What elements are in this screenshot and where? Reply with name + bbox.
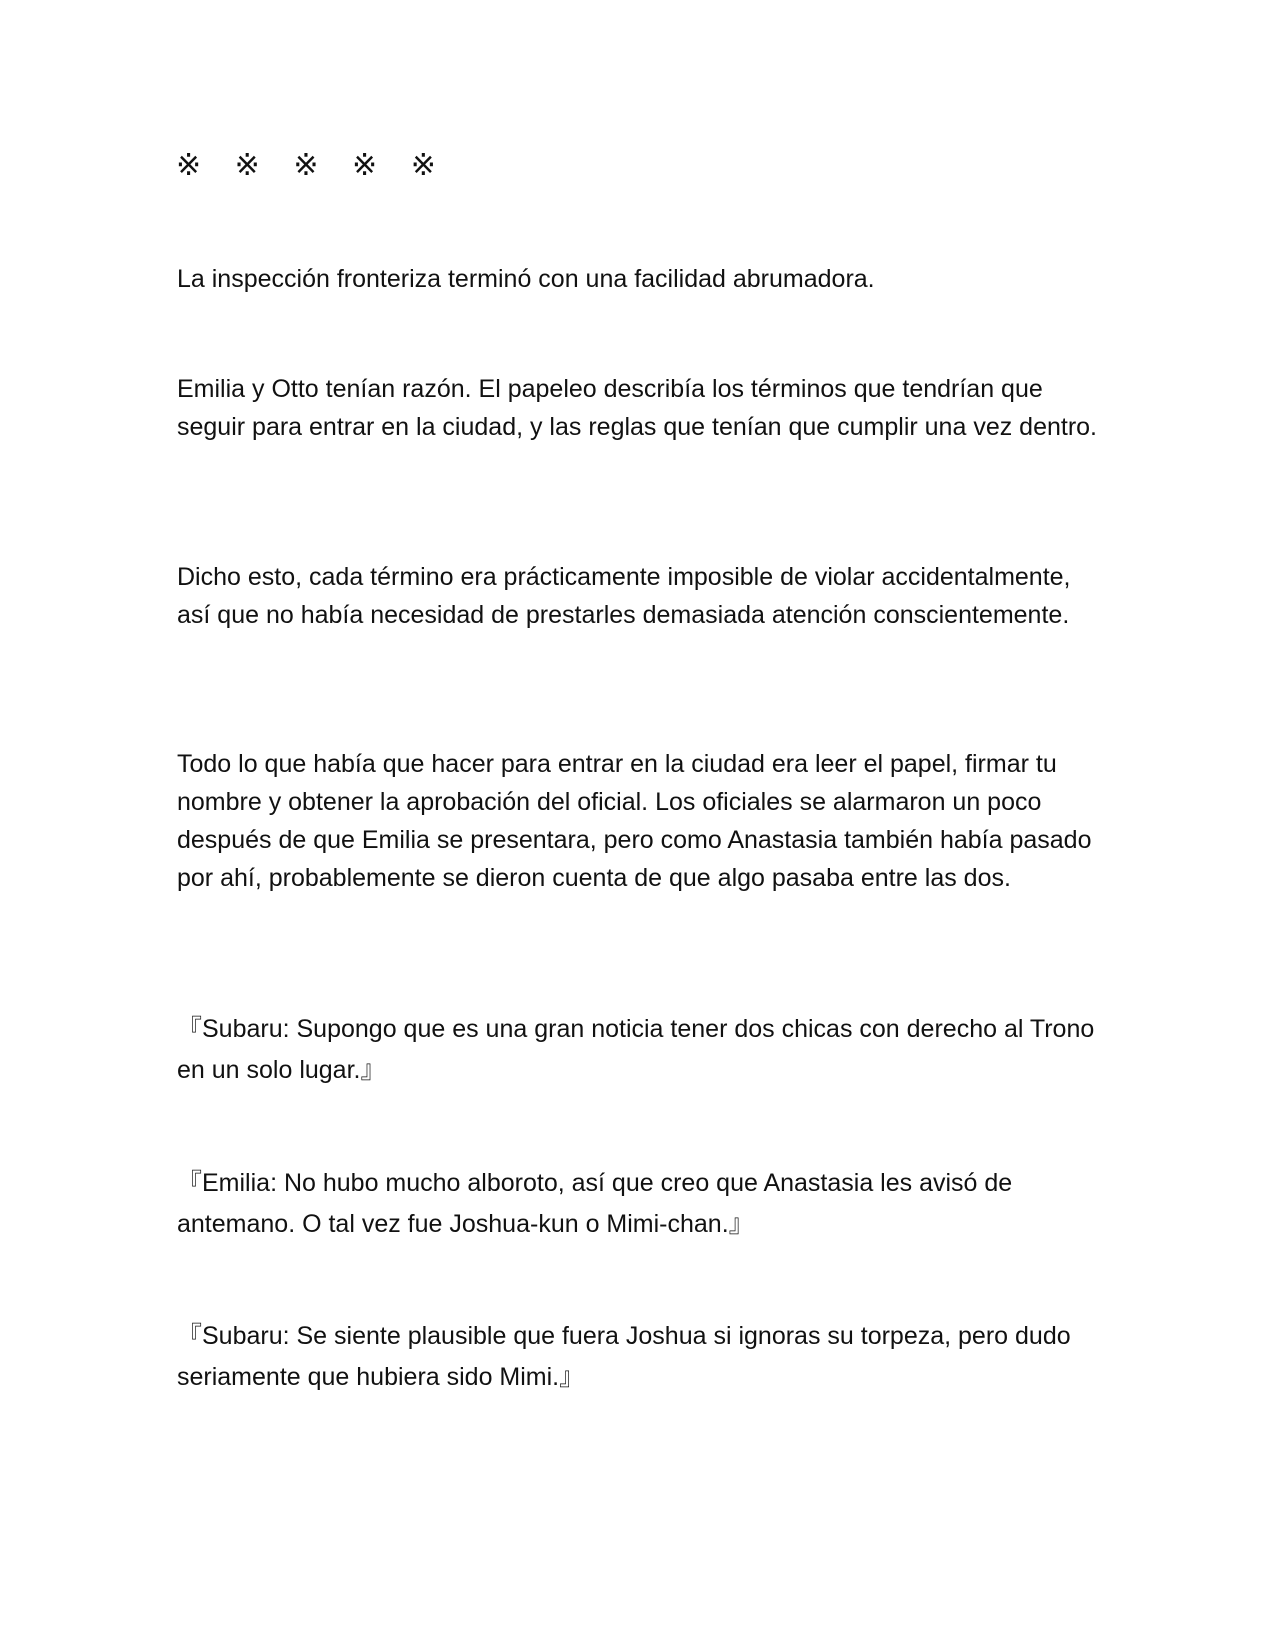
dialogue-line: 『Emilia: No hubo mucho alboroto, así que creo que Anastasia les avisó de antemano. O tal vez fue Joshua-kun o Mimi-chan.』 xyxy=(177,1169,1013,1238)
paragraph: Dicho esto, cada término era prácticamente imposible de violar accidentalmente, así que no había necesidad de prestarles demasiada atención conscientemente. xyxy=(177,563,1071,629)
paragraph: Emilia y Otto tenían razón. El papeleo describía los términos que tendrían que seguir para entrar en la ciudad, y las reglas que tenían que cumplir una vez dentro. xyxy=(177,375,1097,441)
paragraph: Todo lo que había que hacer para entrar en la ciudad era leer el papel, firmar tu nombre y obtener la aprobación del oficial. Los oficiales se alarmaron un poco después de que Emilia se presentara, pero como Anastasia también había pasado por ahí, probablemente se dieron cuenta de que algo pasaba entre las dos. xyxy=(177,750,1092,892)
dialogue-line: 『Subaru: Se siente plausible que fuera Joshua si ignoras su torpeza, pero dudo seriamente que hubiera sido Mimi.』 xyxy=(177,1322,1071,1391)
dialogue-line: 『Subaru: Supongo que es una gran noticia tener dos chicas con derecho al Trono en un solo lugar.』 xyxy=(177,1015,1095,1084)
paragraph: La inspección fronteriza terminó con una facilidad abrumadora. xyxy=(177,265,875,293)
section-separator: ※ ※ ※ ※ ※ xyxy=(176,148,448,183)
